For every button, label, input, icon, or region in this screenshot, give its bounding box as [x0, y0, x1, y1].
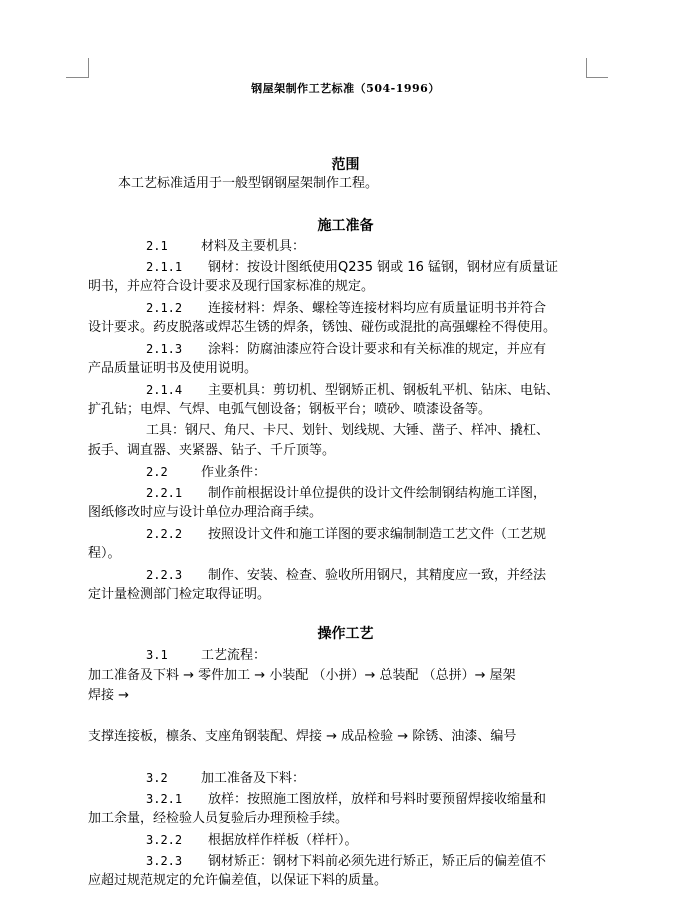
item-number: 3.2.2: [146, 833, 183, 847]
item-number: 3.2.3: [146, 854, 183, 868]
item-number: 3.2: [146, 771, 168, 785]
item-number: 3.1: [146, 648, 168, 662]
item-text: 工艺流程：: [201, 648, 267, 663]
document-title: 钢屋架制作工艺标准（504-1996）: [251, 82, 440, 95]
item-3-2-3-line1: [88, 851, 656, 873]
item-text: 按照设计文件和施工详图的要求编制制造工艺文件（工艺规: [208, 527, 547, 542]
item-number: 2.2.3: [146, 568, 183, 582]
item-2-1-3-line1: [88, 339, 656, 361]
item-number: 2.1.2: [146, 301, 183, 315]
item-number: 3.2.1: [146, 792, 183, 806]
item-2-1-2-line1: [88, 298, 656, 320]
item-text: 钢材矫正：钢材下料前必须先进行矫正，矫正后的偏差值不: [208, 854, 547, 869]
item-2-1-3-line2: 产品质量证明书及使用说明。: [88, 361, 258, 376]
item-2-2: [88, 462, 656, 484]
item-2-2-2-line1: [88, 524, 656, 546]
flow-line2: 焊接 →: [88, 688, 130, 703]
item-text: 制作前根据设计单位提供的设计文件绘制钢结构施工详图，: [208, 486, 547, 501]
item-text: 连接材料：焊条、螺栓等连接材料均应有质量证明书并符合: [208, 301, 547, 316]
item-text: 放样：按照施工图放样，放样和号料时要预留焊接收缩量和: [208, 792, 547, 807]
item-number: 2.1.4: [146, 383, 183, 397]
item-number: 2.2: [146, 465, 168, 479]
item-text: 加工准备及下料：: [201, 771, 306, 786]
item-number: 2.1: [146, 239, 168, 253]
item-2-1-2-line2: 设计要求。药皮脱落或焊芯生锈的焊条，锈蚀、碰伤或混批的高强螺栓不得使用。: [88, 320, 557, 335]
item-text: 作业条件：: [201, 465, 267, 480]
heading-ops: 操作工艺: [317, 626, 374, 642]
item-text: 涂料：防腐油漆应符合设计要求和有关标准的规定，并应有: [208, 342, 547, 357]
item-2-1: [88, 236, 656, 258]
flow-line3: 支撑连接板，檩条、支座角钢装配、焊接 → 成品检验 → 除锈、油漆、编号: [88, 729, 517, 744]
item-2-1-1-line1: [88, 257, 656, 279]
heading-scope: 范围: [331, 157, 360, 173]
item-text: 材料及主要机具：: [201, 239, 306, 254]
item-text: 主要机具：剪切机、型钢矫正机、钢板轧平机、钻床、电钻、: [208, 383, 560, 398]
item-3-1: [88, 645, 656, 667]
item-2-1-1-line2: 明书，并应符合设计要求及现行国家标准的规定。: [88, 279, 375, 294]
item-2-2-1-line1: [88, 483, 656, 505]
item-number: 2.1.3: [146, 342, 183, 356]
item-2-2-3-line1: [88, 565, 656, 587]
item-3-2: [88, 768, 656, 790]
item-3-2-3-line2: 应超过规范规定的允许偏差值，以保证下料的质量。: [88, 873, 388, 888]
item-number: 2.1.1: [146, 260, 183, 274]
item-number: 2.2.1: [146, 486, 183, 500]
item-3-2-2: [88, 830, 656, 852]
item-text: 根据放样作样板（样杆）。: [208, 833, 358, 848]
item-text: 钢材：按设计图纸使用Q235 钢或 16 锰钢，钢材应有质量证: [208, 260, 558, 275]
flow-line1: 加工准备及下料 → 零件加工 → 小装配 （小拼）→ 总装配 （总拼）→ 屋架: [88, 668, 516, 683]
item-3-2-1-line1: [88, 789, 656, 811]
item-2-1-4-line1: [88, 380, 656, 402]
item-3-2-1-line2: 加工余量，经检验人员复验后办理预检手续。: [88, 811, 349, 826]
item-2-2-2-line2: 程）。: [88, 546, 121, 561]
tools-line1: 工具：钢尺、角尺、卡尺、划针、划线规、大锤、凿子、样冲、撬杠、: [146, 423, 550, 438]
item-2-2-3-line2: 定计量检测部门检定取得证明。: [88, 587, 271, 602]
item-text: 制作、安装、检查、验收所用钢尺，其精度应一致，并经法: [208, 568, 547, 583]
tools-line2: 扳手、调直器、夹紧器、钻子、千斤顶等。: [88, 443, 336, 458]
item-number: 2.2.2: [146, 527, 183, 541]
paragraph-scope: 本工艺标准适用于一般型钢钢屋架制作工程。: [118, 176, 379, 191]
heading-prep: 施工准备: [317, 218, 374, 234]
item-2-2-1-line2: 图纸修改时应与设计单位办理洽商手续。: [88, 505, 323, 520]
item-2-1-4-line2: 扩孔钻；电焊、气焊、电弧气刨设备；钢板平台；喷砂、喷漆设备等。: [88, 402, 492, 417]
